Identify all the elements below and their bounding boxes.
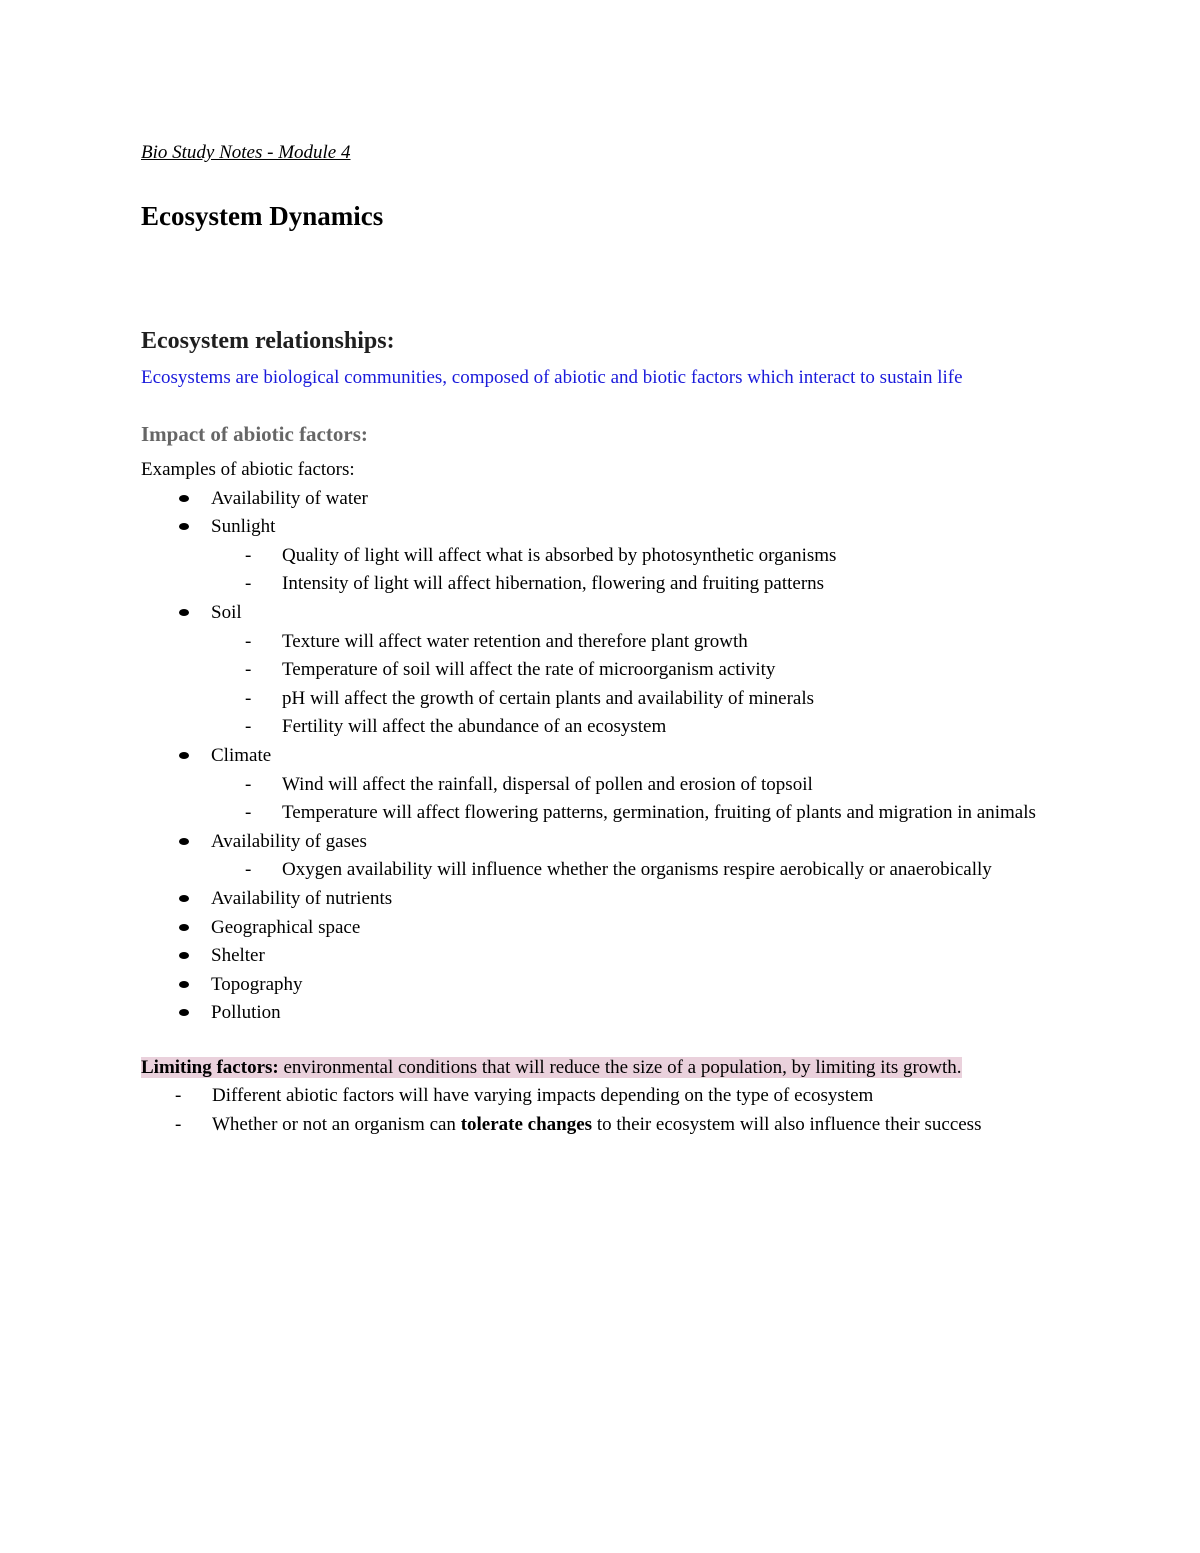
bullet-icon [179, 609, 189, 616]
ecosystem-definition: Ecosystems are biological communities, composed of abiotic and biotic factors which interact to sustain life [141, 367, 963, 388]
sub-list-item [141, 771, 1051, 800]
limiting-factors-list [141, 1082, 1051, 1139]
limiting-point-text: Different abiotic factors will have varying impacts depending on the type of ecosystem [212, 1085, 874, 1107]
sub-list-item [141, 570, 1051, 599]
sub-list-item-text: Fertility will affect the abundance of an ecosystem [282, 716, 667, 738]
limiting-factors-definition: environmental conditions that will reduce the size of a population, by limiting its growth. [278, 1056, 962, 1078]
sub-list [141, 542, 1051, 599]
bullet-icon [179, 838, 189, 845]
bullet-icon [179, 924, 189, 931]
limiting-factors-paragraph [141, 1054, 1051, 1083]
list-item-label: Availability of gases [211, 830, 367, 852]
sub-list-item [141, 656, 1051, 685]
limiting-point [141, 1111, 1051, 1140]
limiting-factors-term: Limiting factors: [141, 1056, 279, 1078]
dash-icon: - [175, 1085, 182, 1107]
sub-list-item [141, 685, 1051, 714]
sub-list-item [141, 628, 1051, 657]
dash-icon: - [245, 659, 252, 681]
list-item-label: Availability of nutrients [211, 887, 393, 909]
sub-list-item-text: Temperature will affect flowering patterns, germination, fruiting of plants and migration in animals [282, 802, 1036, 824]
bullet-icon [179, 981, 189, 988]
dash-icon: - [245, 687, 252, 709]
list-item-label: Climate [211, 744, 272, 766]
list-item [141, 828, 1051, 885]
list-item-label: Soil [211, 601, 242, 623]
section-heading-abiotic: Impact of abiotic factors: [141, 422, 368, 446]
list-item [141, 885, 1051, 914]
list-item [141, 914, 1051, 943]
list-item [141, 485, 1051, 514]
section-heading-relationships: Ecosystem relationships: [141, 328, 395, 354]
sub-list-item [141, 542, 1051, 571]
sub-list-item-text: Intensity of light will affect hibernation, flowering and fruiting patterns [282, 573, 825, 595]
sub-list-item [141, 856, 1051, 885]
document-content [141, 138, 1051, 1140]
sub-list-item [141, 713, 1051, 742]
sub-list-item-text: Quality of light will affect what is absorbed by photosynthetic organisms [282, 544, 837, 566]
bullet-icon [179, 495, 189, 502]
limiting-point-text: Whether or not an organism can [212, 1114, 461, 1136]
bullet-icon [179, 752, 189, 759]
limiting-point-text-after: to their ecosystem will also influence their success [592, 1114, 982, 1136]
abiotic-intro: Examples of abiotic factors: [141, 459, 355, 480]
list-item-label: Geographical space [211, 916, 361, 938]
dash-icon: - [245, 573, 252, 595]
dash-icon: - [245, 802, 252, 824]
sub-list-item-text: Texture will affect water retention and therefore plant growth [282, 630, 748, 652]
list-item [141, 599, 1051, 742]
list-item [141, 971, 1051, 1000]
abiotic-factor-list [141, 485, 1051, 1028]
list-item-label: Topography [211, 973, 303, 995]
document-title: Ecosystem Dynamics [141, 201, 384, 231]
list-item-label: Shelter [211, 945, 265, 967]
dash-icon: - [245, 859, 252, 881]
dash-icon: - [245, 544, 252, 566]
sub-list-item-text: Temperature of soil will affect the rate of microorganism activity [282, 659, 776, 681]
list-item-label: Pollution [211, 1002, 281, 1024]
sub-list-item-text: pH will affect the growth of certain plants and availability of minerals [282, 687, 815, 709]
sub-list-item-text: Oxygen availability will influence whether the organisms respire aerobically or anaerobically [282, 859, 992, 881]
bullet-icon [179, 1009, 189, 1016]
dash-icon: - [175, 1114, 182, 1136]
limiting-point-emphasis: tolerate changes [460, 1114, 593, 1136]
dash-icon: - [245, 773, 252, 795]
limiting-factors-highlight [141, 1057, 962, 1078]
list-item [141, 742, 1051, 828]
dash-icon: - [245, 630, 252, 652]
bullet-icon [179, 952, 189, 959]
sub-list-item-text: Wind will affect the rainfall, dispersal of pollen and erosion of topsoil [282, 773, 813, 795]
list-item-label: Sunlight [211, 516, 276, 538]
sub-list-item [141, 799, 1051, 828]
sub-list [141, 628, 1051, 742]
sub-list [141, 856, 1051, 885]
sub-list [141, 771, 1051, 828]
limiting-point [141, 1082, 1051, 1111]
dash-icon: - [245, 716, 252, 738]
document-subtitle: Bio Study Notes - Module 4 [141, 142, 351, 163]
bullet-icon [179, 523, 189, 530]
bullet-icon [179, 895, 189, 902]
list-item [141, 513, 1051, 599]
list-item-label: Availability of water [211, 487, 368, 509]
list-item [141, 999, 1051, 1028]
list-item [141, 942, 1051, 971]
